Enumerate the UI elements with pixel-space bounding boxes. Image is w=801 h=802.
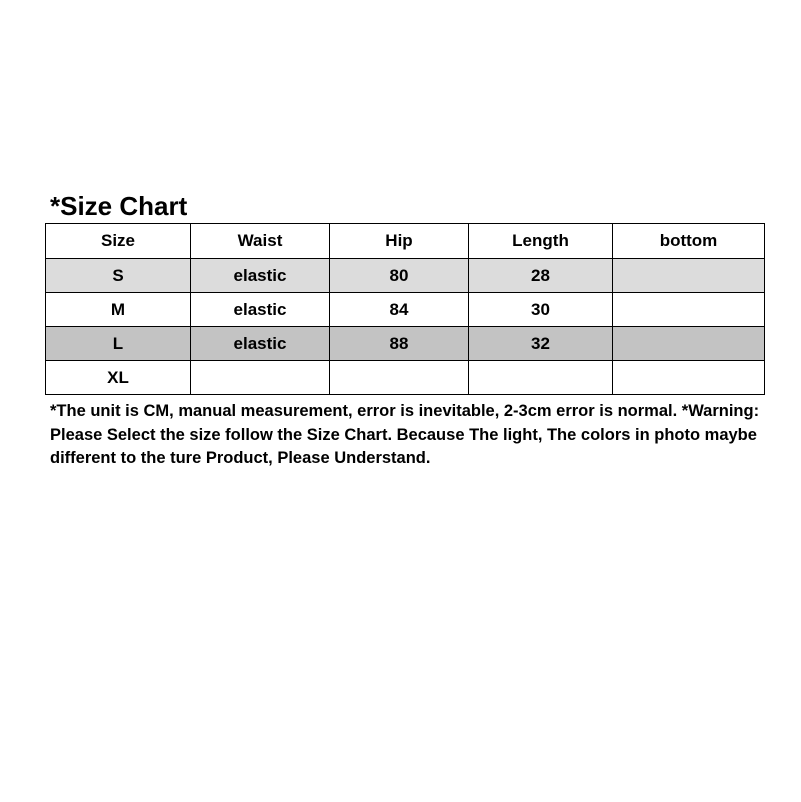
waist-cell (191, 361, 330, 395)
table-header-row (46, 224, 765, 259)
size-chart-title: *Size Chart (50, 191, 188, 221)
length-cell: 30 (469, 293, 613, 327)
bottom-cell (613, 361, 765, 395)
header-waist: Waist (191, 224, 330, 259)
size-cell: XL (46, 361, 191, 395)
waist-cell: elastic (191, 293, 330, 327)
header-size: Size (46, 224, 191, 259)
waist-cell: elastic (191, 259, 330, 293)
size-chart-note: *The unit is CM, manual measurement, error is inevitable, 2-3cm error is normal. *Warning: Please Select the size follow the Size Chart. Because The light, The colors in photo maybe different to the ture Product, Please Understand. (50, 402, 769, 467)
bottom-cell (613, 293, 765, 327)
bottom-cell (613, 259, 765, 293)
header-hip: Hip (330, 224, 469, 259)
size-chart-table (45, 223, 765, 395)
bottom-cell (613, 327, 765, 361)
size-cell: M (46, 293, 191, 327)
hip-cell (330, 361, 469, 395)
table-row (46, 327, 765, 361)
table-row (46, 361, 765, 395)
length-cell: 32 (469, 327, 613, 361)
length-cell (469, 361, 613, 395)
header-length: Length (469, 224, 613, 259)
size-cell: S (46, 259, 191, 293)
length-cell: 28 (469, 259, 613, 293)
table-row (46, 259, 765, 293)
hip-cell: 88 (330, 327, 469, 361)
header-bottom: bottom (613, 224, 765, 259)
hip-cell: 80 (330, 259, 469, 293)
size-cell: L (46, 327, 191, 361)
table-row (46, 293, 765, 327)
hip-cell: 84 (330, 293, 469, 327)
waist-cell: elastic (191, 327, 330, 361)
